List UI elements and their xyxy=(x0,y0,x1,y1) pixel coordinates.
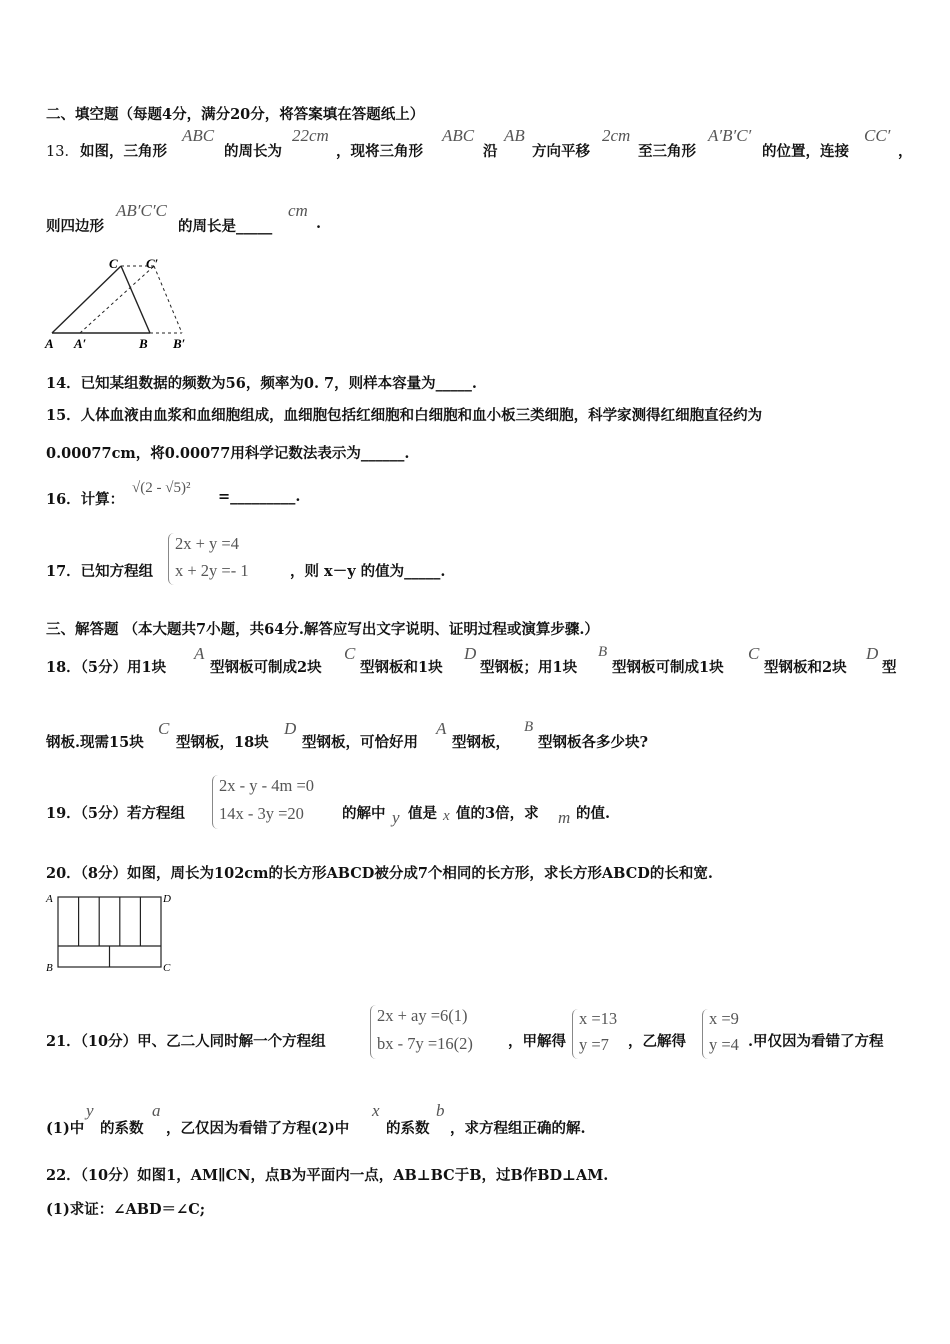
q18-text: 型钢板；用1块 xyxy=(480,659,578,676)
math-perimeter: 22cm xyxy=(292,126,329,145)
q17-eq1: 2x + y =4 xyxy=(175,534,239,553)
q21-eq1: 2x + ay =6(1) xyxy=(377,1006,468,1025)
q22-line1: 22．（10分）如图1，AM∥CN，点B为平面内一点，AB⊥BC于B，过B作BD⊥AM. xyxy=(46,1167,609,1184)
q13-text: 的周长为 xyxy=(224,143,282,160)
math-a: a xyxy=(152,1101,161,1120)
q13-triangle-figure xyxy=(40,252,200,352)
q19-text: 的值. xyxy=(576,805,611,822)
q17-tail: ，则 x－y 的值为_____. xyxy=(290,563,446,580)
q18-text: 型钢板和2块 xyxy=(764,659,847,676)
math-c: C xyxy=(748,644,760,663)
q18-text: 18．（5分）用1块 xyxy=(46,659,167,676)
q19-text: 值的3倍，求 xyxy=(456,805,539,822)
q13-text: ， xyxy=(898,143,913,160)
q21-text: 的系数 xyxy=(386,1120,430,1137)
q18-text: 型钢板可制成2块 xyxy=(210,659,322,676)
math-triangle-prime: A′B′C′ xyxy=(708,126,752,145)
q21-solution-b xyxy=(702,1009,753,1059)
math-c: C xyxy=(158,719,170,738)
q18-text: 型钢板可制成1块 xyxy=(612,659,724,676)
q13-text: ，现将三角形 xyxy=(336,143,423,160)
q18-text: 型钢板和1块 xyxy=(360,659,443,676)
q21-sol-a-y: y =7 xyxy=(579,1035,609,1054)
label-d: D xyxy=(163,893,171,905)
q13-text: 沿 xyxy=(483,143,498,160)
q21-equation-system xyxy=(370,1005,501,1059)
label-a-prime: A′ xyxy=(74,336,87,351)
q21-sol-a-x: x =13 xyxy=(579,1009,618,1028)
math-x: x xyxy=(443,808,450,824)
math-a: A xyxy=(194,644,205,663)
q13-text: 的周长是_____ xyxy=(178,218,273,235)
q20-rectangle-figure xyxy=(44,888,184,978)
q18-text: 型 xyxy=(882,659,897,676)
section3-header: 三、解答题 （本大题共7小题，共64分.解答应写出文字说明、证明过程或演算步骤.） xyxy=(46,621,599,638)
q17 xyxy=(46,560,546,584)
q21-sol-b-x: x =9 xyxy=(709,1009,739,1028)
q21-text: (1)中 xyxy=(46,1120,85,1137)
math-distance: 2cm xyxy=(602,126,631,145)
q21-line2 xyxy=(46,1101,746,1141)
math-c: C xyxy=(344,644,356,663)
q15-line2: 0.00077cm，将0.00077用科学记数法表示为______. xyxy=(46,445,410,462)
q16-label: 16．计算： xyxy=(46,491,125,508)
math-cc-prime: CC′ xyxy=(864,126,891,145)
q17-label: 17．已知方程组 xyxy=(46,563,154,580)
q18-text: 型钢板，可恰好用 xyxy=(302,734,418,751)
math-quadrilateral: AB′C′C xyxy=(116,201,167,220)
q18-text: 型钢板，18块 xyxy=(176,734,269,751)
q13-text: 如图，三角形 xyxy=(80,143,167,160)
math-d: D xyxy=(464,644,477,663)
label-b: B xyxy=(139,336,148,351)
math-ab: AB xyxy=(504,126,525,145)
q21-text: ，乙仅因为看错了方程(2)中 xyxy=(166,1120,350,1137)
q20: 20．（8分）如图，周长为102cm的长方形ABCD被分成7个相同的长方形，求长方形ABCD的长和宽. xyxy=(46,865,713,882)
q21-text: ，甲解得 xyxy=(508,1033,566,1050)
q16 xyxy=(46,480,346,512)
q18-text: 钢板.现需15块 xyxy=(46,734,144,751)
section2-header: 二、填空题（每题4分，满分20分，将答案填在答题纸上） xyxy=(46,106,425,123)
q19 xyxy=(46,802,666,828)
q13-text: 至三角形 xyxy=(638,143,696,160)
q17-eq2: x + 2y =- 1 xyxy=(175,561,249,580)
label-b: B xyxy=(46,962,53,974)
q16-blank: =_________. xyxy=(218,488,301,505)
q19-equation-system xyxy=(212,775,333,829)
q13-text: 的位置，连接 xyxy=(762,143,849,160)
math-b: B xyxy=(598,644,608,660)
q19-text: 值是 xyxy=(408,805,437,822)
q15-line1: 15．人体血液由血浆和血细胞组成，血细胞包括红细胞和白细胞和血小板三类细胞，科学家测得红细胞直径约为 xyxy=(46,407,763,424)
q22-line2: (1)求证：∠ABD＝∠C; xyxy=(46,1201,206,1218)
label-a: A xyxy=(45,336,54,351)
label-c-prime: C′ xyxy=(146,256,159,271)
q21-text: 的系数 xyxy=(100,1120,144,1137)
math-abc: ABC xyxy=(442,126,475,145)
label-c: C xyxy=(109,256,118,271)
math-m: m xyxy=(558,808,571,827)
label-a: A xyxy=(46,893,53,905)
q21-eq2: bx - 7y =16(2) xyxy=(377,1034,473,1053)
q21-solution-a xyxy=(572,1009,629,1059)
q21-text: .甲仅因为看错了方程 xyxy=(748,1033,884,1050)
q21-text: ，乙解得 xyxy=(628,1033,686,1050)
math-d: D xyxy=(284,719,297,738)
math-sqrt-expression: √(2 - √5)² xyxy=(132,480,191,496)
q13-text: . xyxy=(316,215,322,232)
q21-text: ，求方程组正确的解. xyxy=(450,1120,586,1137)
q13-text: 则四边形 xyxy=(46,218,104,235)
label-b-prime: B′ xyxy=(173,336,186,351)
math-d: D xyxy=(866,644,879,663)
math-a: A xyxy=(436,719,447,738)
math-b: B xyxy=(524,719,534,735)
q19-text: 的解中 xyxy=(342,805,386,822)
q19-eq2: 14x - 3y =20 xyxy=(219,804,304,823)
q18-line2 xyxy=(46,719,746,755)
math-abc: ABC xyxy=(182,126,215,145)
q13-text: 方向平移 xyxy=(532,143,590,160)
math-unit: cm xyxy=(288,201,308,220)
math-y: y xyxy=(86,1101,94,1120)
q18-line1 xyxy=(46,644,926,680)
math-y: y xyxy=(392,808,400,827)
q13-num: 13． xyxy=(46,144,79,160)
label-c: C xyxy=(163,962,171,974)
q21-text: 21．（10分）甲、乙二人同时解一个方程组 xyxy=(46,1033,326,1050)
math-b: b xyxy=(436,1101,445,1120)
q18-text: 型钢板各多少块? xyxy=(538,734,648,751)
q19-text: 19．（5分）若方程组 xyxy=(46,805,186,822)
q18-text: 型钢板， xyxy=(452,734,510,751)
math-x: x xyxy=(372,1101,380,1120)
q13-line1 xyxy=(46,126,926,164)
q19-eq1: 2x - y - 4m =0 xyxy=(219,776,315,795)
q13-line2 xyxy=(46,201,446,239)
q17-equation-system xyxy=(168,533,269,585)
q21-sol-b-y: y =4 xyxy=(709,1035,739,1054)
q14: 14．已知某组数据的频数为56，频率为0. 7，则样本容量为_____. xyxy=(46,375,477,392)
